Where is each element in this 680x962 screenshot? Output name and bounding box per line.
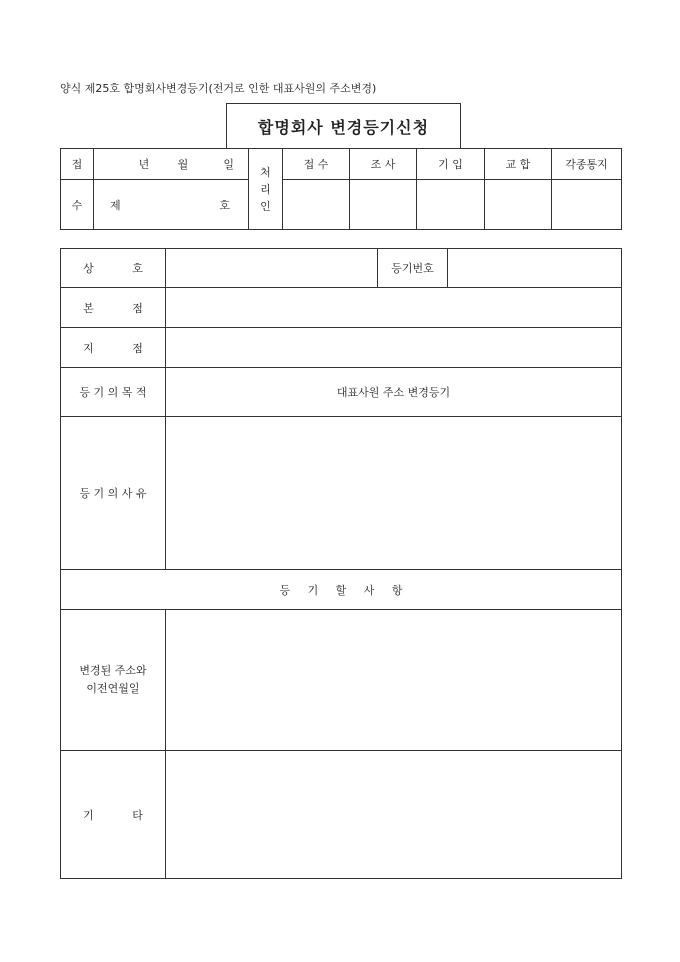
- trade-name-field[interactable]: [166, 249, 378, 288]
- receipt-label-top: 접: [61, 149, 94, 180]
- application-table: [60, 248, 622, 879]
- stamp-verify[interactable]: [485, 180, 552, 230]
- head-office-label: 본 점: [61, 288, 166, 328]
- handling-char-2: 리: [260, 182, 271, 196]
- reg-no-field[interactable]: [448, 249, 622, 288]
- col-verify: 교 합: [485, 149, 552, 180]
- stamp-entry[interactable]: [417, 180, 485, 230]
- handling-char-3: 인: [260, 199, 271, 213]
- changed-address-field[interactable]: [166, 610, 622, 751]
- receipt-number-cell[interactable]: [94, 180, 249, 230]
- receipt-no-suffix: 호: [219, 198, 230, 212]
- col-inspect: 조 사: [350, 149, 417, 180]
- other-field[interactable]: [166, 751, 622, 879]
- stamp-receipt[interactable]: [283, 180, 350, 230]
- form-number-caption: 양식 제25호 합명회사변경등기(전거로 인한 대표사원의 주소변경): [60, 82, 377, 95]
- reg-no-label: 등기번호: [378, 249, 448, 288]
- receipt-date-cell[interactable]: [94, 149, 249, 180]
- changed-address-label-line2: 이전연월일: [86, 682, 140, 695]
- handling-label: [249, 149, 283, 230]
- branch-field[interactable]: [166, 328, 622, 368]
- stamp-inspect[interactable]: [350, 180, 417, 230]
- trade-name-label: 상 호: [61, 249, 166, 288]
- col-receipt: 접 수: [283, 149, 350, 180]
- form-title: 합명회사 변경등기신청: [226, 103, 461, 148]
- stamp-notice[interactable]: [552, 180, 622, 230]
- changed-address-label: [61, 610, 166, 751]
- receipt-label-bottom: 수: [61, 180, 94, 230]
- branch-label: 지 점: [61, 328, 166, 368]
- other-label: 기 타: [61, 751, 166, 879]
- changed-address-label-line1: 변경된 주소와: [79, 664, 147, 677]
- purpose-label: 등 기 의 목 적: [61, 368, 166, 417]
- purpose-value: 대표사원 주소 변경등기: [166, 368, 622, 417]
- items-header: 등 기 할 사 항: [61, 570, 622, 610]
- cause-label: 등 기 의 사 유: [61, 417, 166, 570]
- receipt-table: [60, 148, 622, 230]
- head-office-field[interactable]: [166, 288, 622, 328]
- handling-char-1: 처: [260, 165, 271, 179]
- receipt-month-label: 월: [177, 158, 189, 171]
- cause-field[interactable]: [166, 417, 622, 570]
- col-entry: 기 입: [417, 149, 485, 180]
- receipt-day-label: 일: [223, 158, 234, 171]
- receipt-no-prefix: 제: [110, 198, 121, 212]
- col-notice: 각종통지: [552, 149, 622, 180]
- receipt-year-label: 년: [138, 158, 150, 171]
